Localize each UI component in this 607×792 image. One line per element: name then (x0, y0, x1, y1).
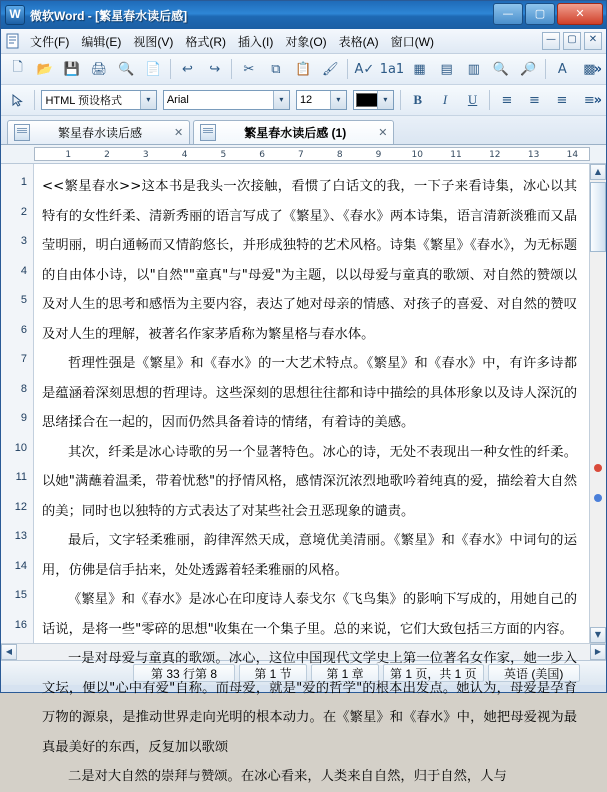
menu-item-window[interactable]: 窗口(W) (390, 34, 434, 49)
open-folder-icon[interactable]: 📂 (36, 61, 53, 77)
document-paragraph: 最后，文字轻柔雅丽，韵律浑然天成，意境优美清丽。《繁星》和《春水》中词句的运用，仿佛是信手拈来，处处透露着轻柔雅丽的风格。 (42, 533, 577, 578)
menu-item-insert[interactable]: 插入(I) (238, 34, 274, 49)
print-preview-icon[interactable]: 🔍 (118, 61, 135, 77)
scroll-up-button[interactable]: ▲ (590, 164, 606, 180)
ruler-tick: 5 (220, 150, 227, 160)
document-tab-2[interactable] (193, 120, 394, 144)
font-name-combo[interactable] (163, 90, 290, 110)
formatting-toolbar (1, 85, 606, 116)
print-icon[interactable]: 🖨 (90, 61, 108, 77)
vertical-scrollbar[interactable] (589, 164, 606, 643)
document-paragraph: 哲理性强是《繁星》和《春水》的一大艺术特点。《繁星》和《春水》中，有许多诗都是蕴涵着深刻思想的哲理诗。这些深刻的思想往往都和诗中描绘的具体形象以及诗人深沉的思绪揉合在一起的，因而仍然具备着诗的情绪，有着诗的美感。 (42, 356, 577, 430)
copy-icon[interactable]: ⧉ (271, 61, 281, 77)
ruler-track (34, 147, 590, 161)
document-paragraph: 《繁星》和《春水》是冰心在印度诗人泰戈尔《飞鸟集》的影响下写成的，用她自己的话说，是将一些"零碎的思想"收集在一个集子里。总的来说，它们大致包括三方面的内容。 (42, 592, 577, 637)
scroll-right-button[interactable]: ▶ (590, 644, 606, 660)
line-number: 1 (20, 176, 27, 188)
status-language: 英语 (美国) (488, 664, 580, 682)
header-footer-icon[interactable]: ▥ (467, 61, 480, 77)
document-close-button[interactable]: ✕ (584, 32, 602, 50)
menu-item-object[interactable]: 对象(O) (285, 34, 327, 49)
table-icon[interactable]: ▦ (413, 61, 426, 77)
document-paragraph: 一是对母爱与童真的歌颂。冰心，这位中国现代文学史上第一位著名女作家，她一步入文坛，便以"心中有爱"自称。而母爱，就是"爱的哲学"的根本出发点。她认为，母爱是孕育万物的源泉，是推动世界走向光明的根本动力。在《繁星》和《春水》中，她把母爱视为最真最美好的东西，反复加以歌颂 (42, 651, 577, 755)
scroll-thumb[interactable] (590, 182, 606, 252)
ruler-tick: 12 (489, 150, 501, 160)
line-number: 2 (20, 205, 27, 218)
ruler-tick: 4 (181, 150, 188, 160)
italic-button[interactable]: I (442, 92, 448, 107)
minimize-button[interactable]: — (493, 3, 523, 25)
font-name-value: Arial (166, 94, 189, 106)
zoom-search-icon[interactable]: 🔍 (492, 61, 510, 77)
cut-icon[interactable]: ✂ (243, 61, 255, 77)
ruler-tick: 6 (259, 150, 265, 160)
line-number: 5 (20, 294, 27, 306)
document-paragraph: <<繁星春水>>这本书是我头一次接触，看惯了白话文的我，一下子来看诗集，冰心以其特有的女性纤柔、清新秀丽的语言写成了《繁星》、《春水》两本诗集，语言清新淡雅而又晶莹明丽，明白通畅而又情韵悠长，并形成独特的艺术风格。诗集《繁星》《春水》，为无标题的自由体小诗，以"自然""童真"与"母爱"为主题，以以母爱与童真的歌颂、对自然的赞颂以及对人生的思考和感悟为主要内容，表达了她对母亲的情感、对孩子的喜爱、对自然的赞叹及对人生的理解，被著名作家茅盾称为繁星格与春水体。 (42, 179, 577, 342)
save-disk-icon[interactable]: 💾 (63, 61, 80, 77)
line-number-gutter (1, 164, 34, 643)
align-left-button[interactable]: ≡ (501, 92, 513, 108)
ruler-tick: 3 (142, 150, 149, 160)
line-number: 6 (20, 323, 27, 336)
title-bar (1, 1, 606, 29)
paragraph-style-value: HTML 预设格式 (45, 95, 123, 107)
standard-toolbar (1, 54, 606, 85)
text-color-combo[interactable] (353, 90, 394, 110)
window-title: 微软Word - [繁星春水读后感] (30, 8, 188, 23)
ruler-tick: 14 (566, 150, 579, 160)
chevron-down-icon[interactable]: ▾ (330, 91, 346, 109)
scroll-marker-red (594, 464, 602, 472)
format-painter-icon[interactable]: 🖌 (321, 61, 339, 77)
columns-icon[interactable]: ▤ (440, 61, 453, 77)
line-number: 12 (14, 500, 27, 513)
redo-icon[interactable]: ↪ (209, 61, 221, 77)
document-paragraph: 其次，纤柔是冰心诗歌的另一个显著特色。冰心的诗，无处不表现出一种女性的纤柔。以她"满蘸着温柔，带着忧愁"的抒情风格，感情深沉浓烈地歌吟着纯真的爱，描绘着大自然的美；同时也以独特的方式表达了对某些社会丑恶现象的谴责。 (42, 444, 577, 519)
document-maximize-button[interactable]: ▢ (563, 32, 581, 50)
scroll-left-button[interactable]: ◀ (1, 644, 17, 660)
line-number: 4 (20, 264, 27, 277)
line-number: 7 (20, 353, 27, 365)
document-window-controls (542, 32, 602, 50)
line-number: 16 (14, 618, 27, 631)
document-minimize-button[interactable]: — (542, 32, 560, 50)
line-number: 9 (20, 412, 27, 424)
menu-item-view[interactable]: 视图(V) (133, 34, 174, 49)
line-number: 10 (14, 441, 27, 454)
align-center-button[interactable]: ≡ (528, 92, 540, 108)
horizontal-ruler[interactable] (1, 145, 606, 164)
document-tab-label: 繁星春水读后感 (1) (244, 126, 347, 140)
document-icon (200, 124, 216, 141)
scroll-down-button[interactable]: ▼ (590, 627, 606, 643)
text-box-icon[interactable]: A (557, 61, 567, 77)
status-cursor-position: 第 33 行第 8 (133, 664, 235, 682)
line-number: 14 (14, 559, 27, 572)
document-icon (5, 33, 21, 49)
document-tab-1[interactable] (7, 120, 190, 144)
close-icon[interactable]: ✕ (378, 126, 388, 139)
menu-item-file[interactable]: 文件(F) (30, 34, 70, 49)
align-justify-button[interactable]: ≡ (583, 92, 595, 108)
undo-icon[interactable]: ↩ (182, 61, 193, 77)
page-setup-icon[interactable]: 📄 (145, 61, 162, 77)
status-section: 第 1 节 (239, 664, 307, 682)
scroll-marker-blue (594, 494, 602, 502)
align-right-button[interactable]: ≡ (556, 92, 568, 108)
ruler-tick: 1 (65, 150, 72, 160)
line-number: 3 (20, 235, 27, 247)
chevron-down-icon[interactable]: ▾ (140, 91, 156, 109)
status-page: 第 1 页，共 1 页 (383, 664, 484, 682)
menu-bar (1, 29, 606, 54)
chevron-down-icon[interactable]: ▾ (377, 91, 393, 109)
format-toolbar-overflow-button[interactable]: » (593, 92, 602, 108)
menu-item-format[interactable]: 格式(R) (185, 34, 226, 49)
toolbar-separator (34, 90, 35, 110)
zoom-out-icon[interactable]: 🔎 (520, 61, 537, 77)
toolbar-separator (170, 59, 171, 79)
maximize-button[interactable]: ▢ (525, 3, 555, 25)
line-number: 13 (14, 530, 27, 542)
ruler-tick: 7 (298, 150, 304, 160)
document-tab-strip (1, 116, 606, 145)
toolbar-separator (231, 59, 232, 79)
line-number: 11 (15, 471, 27, 483)
paragraph-style-combo[interactable] (41, 90, 156, 110)
menu-item-table[interactable]: 表格(A) (338, 34, 379, 49)
status-chapter: 第 1 章 (311, 664, 379, 682)
line-number: 15 (14, 589, 27, 601)
word-document-icon: W (5, 5, 25, 25)
toolbar-separator (545, 59, 546, 79)
chevron-down-icon[interactable]: ▾ (273, 91, 289, 109)
toolbar-overflow-button[interactable]: » (593, 61, 602, 77)
close-button[interactable]: ✕ (557, 3, 603, 25)
menu-item-edit[interactable]: 编辑(E) (81, 34, 122, 49)
ruler-tick: 11 (450, 150, 462, 160)
window-controls (493, 3, 603, 25)
ruler-tick: 10 (411, 150, 423, 160)
toolbar-separator (347, 59, 348, 79)
ruler-tick: 13 (527, 150, 540, 160)
ruler-tick: 9 (375, 150, 382, 160)
font-size-value: 12 (299, 94, 313, 106)
numbering-icon[interactable]: 1a1 (379, 61, 405, 77)
spellcheck-icon[interactable]: A✓ (354, 61, 375, 77)
bold-button[interactable]: B (413, 92, 422, 107)
document-tab-label: 繁星春水读后感 (57, 126, 142, 140)
new-document-icon[interactable]: 🗋 (12, 60, 23, 75)
paste-icon[interactable]: 📋 (294, 61, 312, 77)
underline-button[interactable]: U (467, 92, 478, 107)
ruler-tick: 2 (104, 150, 110, 160)
arrow-cursor-icon[interactable] (5, 87, 30, 113)
document-paragraph: 二是对大自然的崇拜与赞颂。在冰心看来，人类来自自然，归于自然，人与 (68, 769, 507, 784)
ruler-tick: 8 (336, 150, 343, 160)
toolbar-separator (489, 90, 490, 110)
line-number: 8 (20, 382, 27, 395)
document-icon (14, 124, 30, 141)
insert-object-icon[interactable]: ▩ (583, 61, 596, 77)
close-icon[interactable]: ✕ (174, 126, 184, 139)
toolbar-separator (400, 90, 401, 110)
font-size-combo[interactable] (296, 90, 347, 110)
